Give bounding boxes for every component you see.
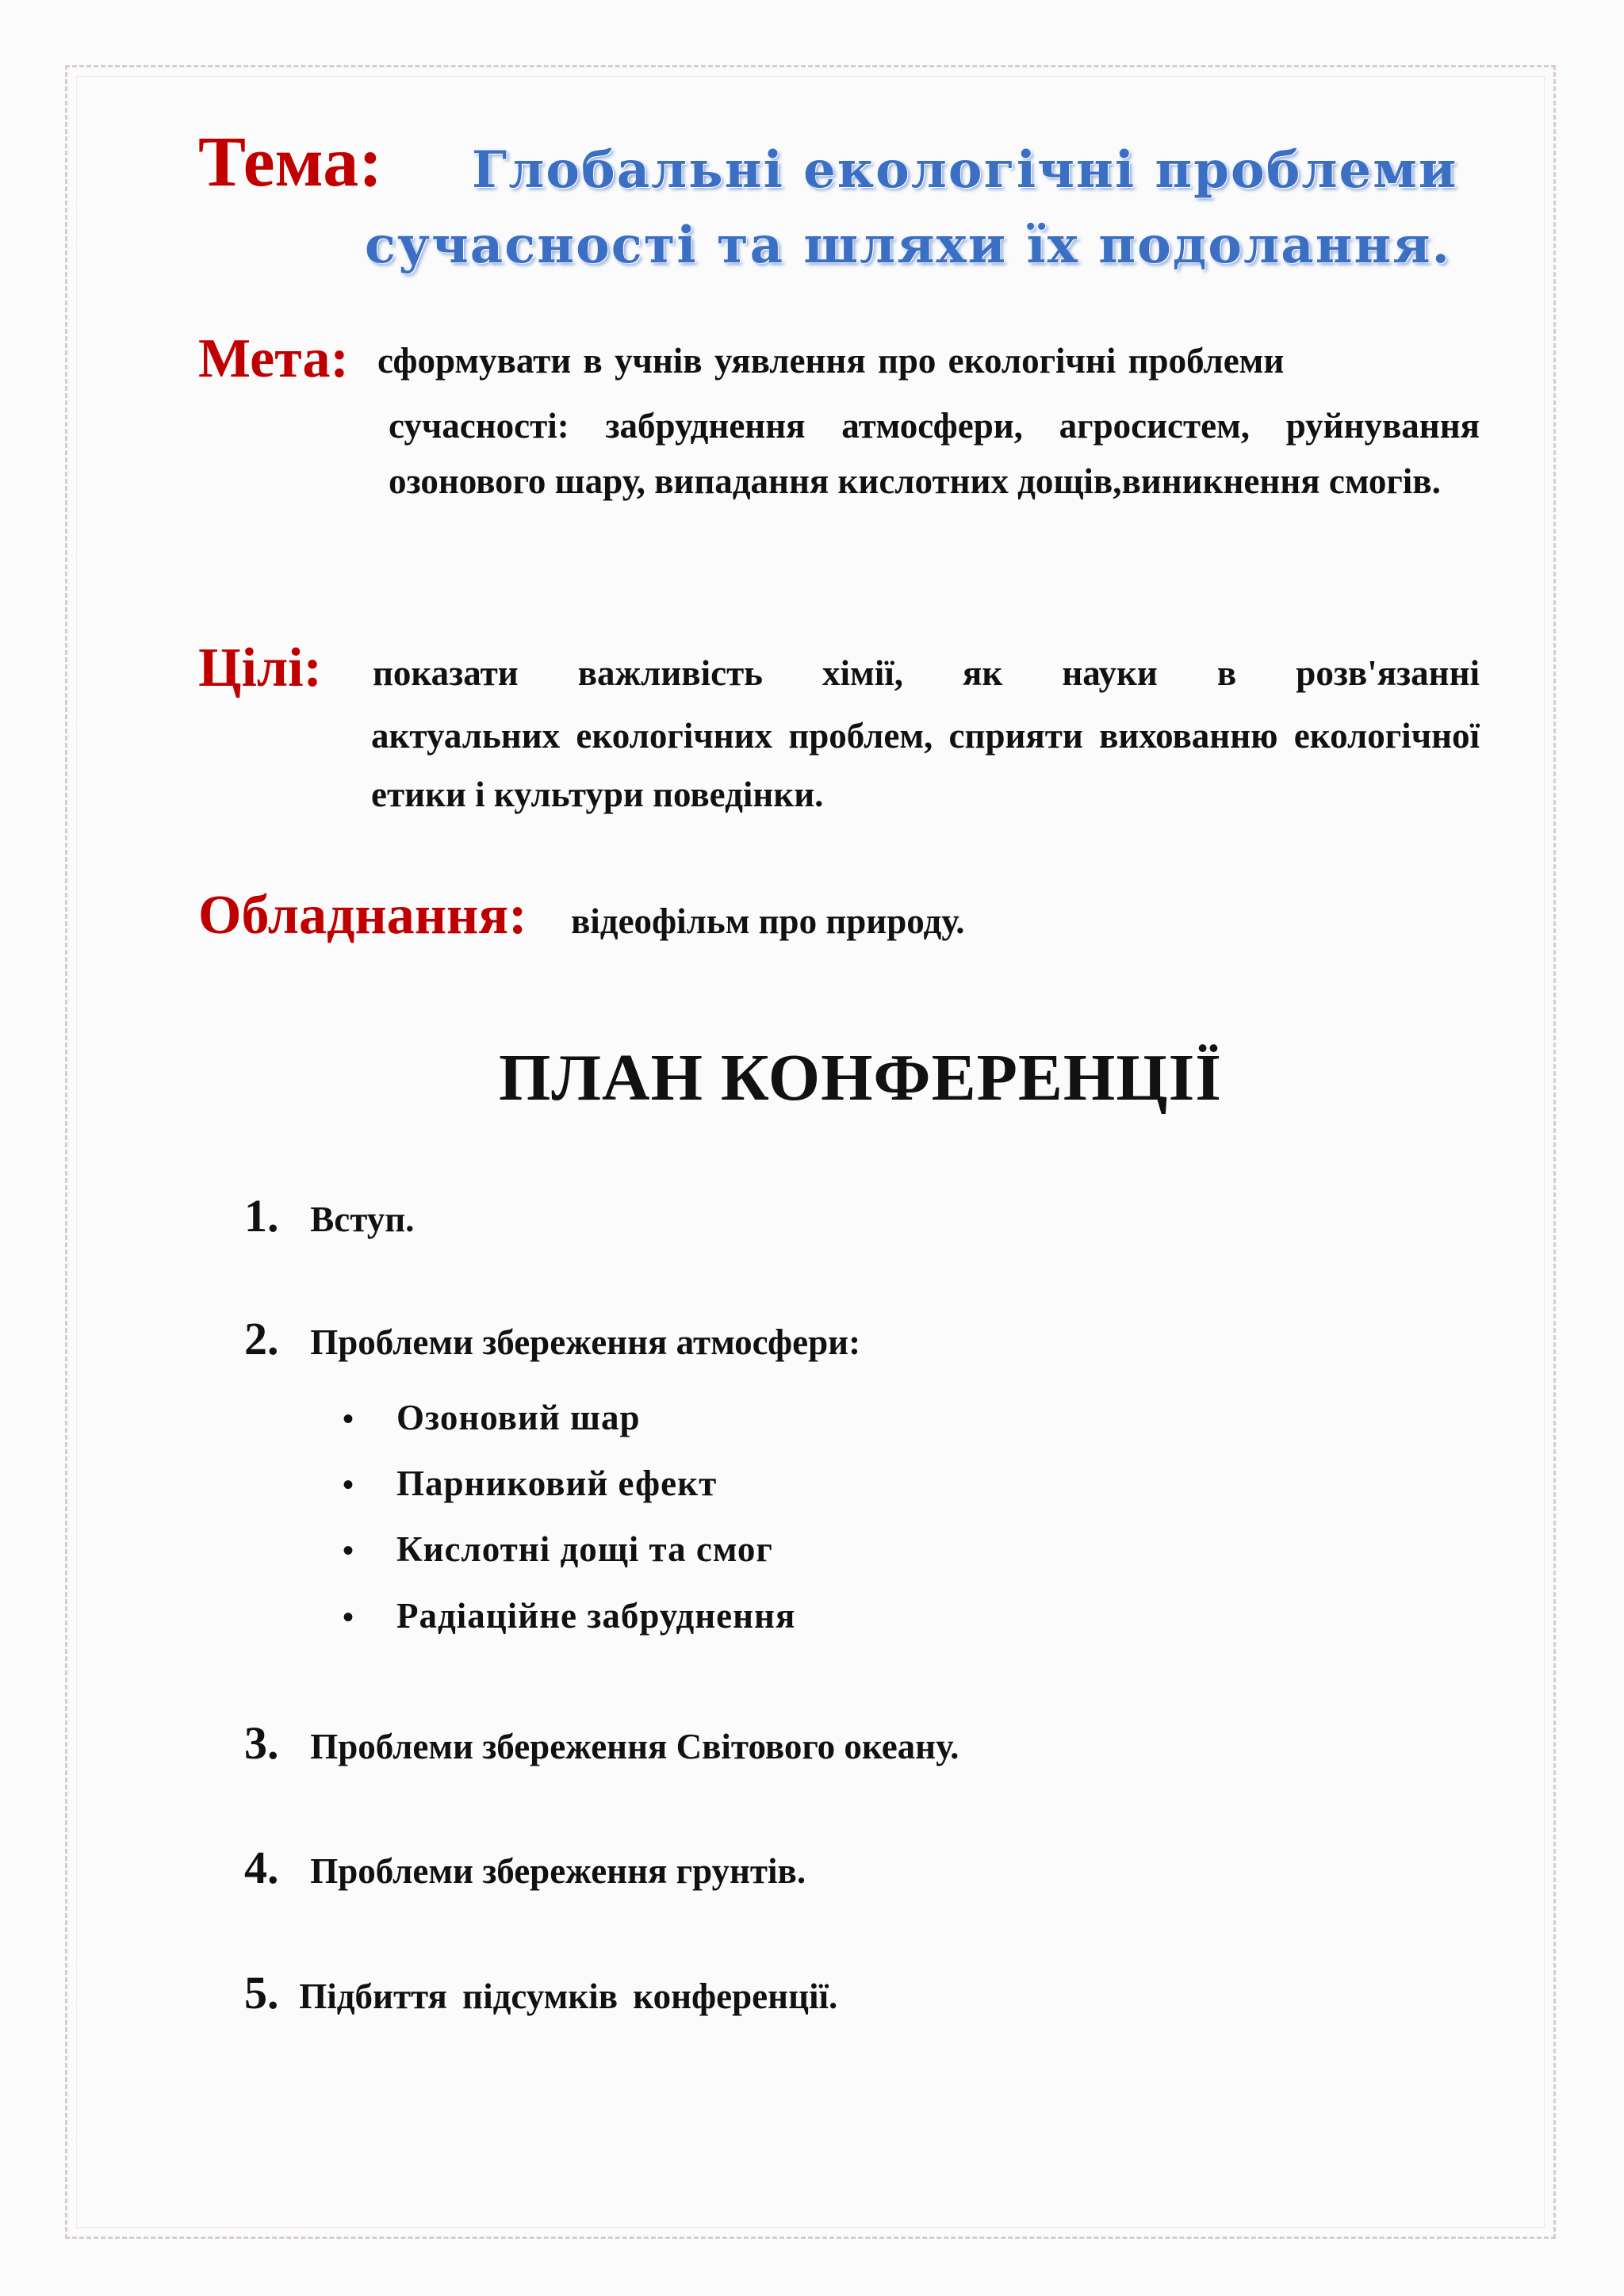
plan-item-text: Підбиття підсумків конференції. — [299, 1976, 838, 2016]
plan-item-text: Проблеми збереження Світового океану. — [310, 1727, 959, 1766]
plan-item-2 — [244, 1312, 860, 1365]
bullet-icon: • — [343, 1467, 355, 1502]
plan-item-3 — [244, 1716, 959, 1770]
plan-subitem-text: Парниковий ефект — [396, 1464, 718, 1503]
plan-subitem-text: Радіаційне забруднення — [396, 1596, 796, 1636]
plan-subitem-text: Озоновий шар — [396, 1398, 641, 1437]
goal-text: сучасності: забруднення атмосфери, агросистем, руйнування озонового шару, випадання кислотних дощів,виникнення смогів. — [389, 406, 1480, 501]
plan-item-5 — [244, 1966, 837, 2019]
plan-item-number: 5. — [244, 1967, 279, 2019]
bullet-icon: • — [343, 1533, 355, 1568]
plan-item-number: 4. — [244, 1842, 279, 1893]
plan-subitem-2 — [343, 1463, 717, 1504]
plan-item-1 — [244, 1189, 414, 1242]
objectives-text-line1: показати важливість хімії, як науки в розв'язанні — [373, 653, 1480, 693]
plan-item-number: 3. — [244, 1717, 279, 1769]
topic-label: Тема: — [198, 123, 383, 201]
plan-item-number: 2. — [244, 1313, 279, 1364]
plan-subitem-1 — [343, 1397, 641, 1438]
bullet-icon: • — [343, 1599, 355, 1635]
plan-item-text: Проблеми збереження атмосфери: — [310, 1322, 861, 1362]
objectives-text: актуальних екологічних проблем, сприяти вихованню екологічної етики і культури поведінки. — [371, 716, 1480, 814]
plan-item-4 — [244, 1841, 806, 1894]
plan-item-text: Проблеми збереження грунтів. — [310, 1851, 806, 1891]
equipment-label: Обладнання: — [198, 885, 527, 946]
objectives-label: Цілі: — [198, 637, 322, 698]
bullet-icon: • — [343, 1401, 355, 1437]
plan-subitem-4 — [343, 1595, 795, 1636]
plan-subitem-3 — [343, 1529, 773, 1570]
goal-label: Мета: — [198, 328, 349, 389]
plan-item-number: 1. — [244, 1190, 279, 1242]
plan-title: ПЛАН КОНФЕРЕНЦІЇ — [499, 1041, 1222, 1115]
equipment-value: відеофільм про природу. — [571, 901, 965, 941]
topic-title-line2: сучасності та шляхи їх подолання. — [365, 216, 1451, 275]
topic-title-line1: Глобальні екологічні проблеми — [472, 140, 1458, 200]
plan-item-text: Вступ. — [310, 1200, 415, 1239]
goal-text-line1: сформувати в учнів уявлення про екологічні проблеми — [377, 341, 1285, 381]
plan-subitem-text: Кислотні дощі та смог — [396, 1529, 773, 1569]
